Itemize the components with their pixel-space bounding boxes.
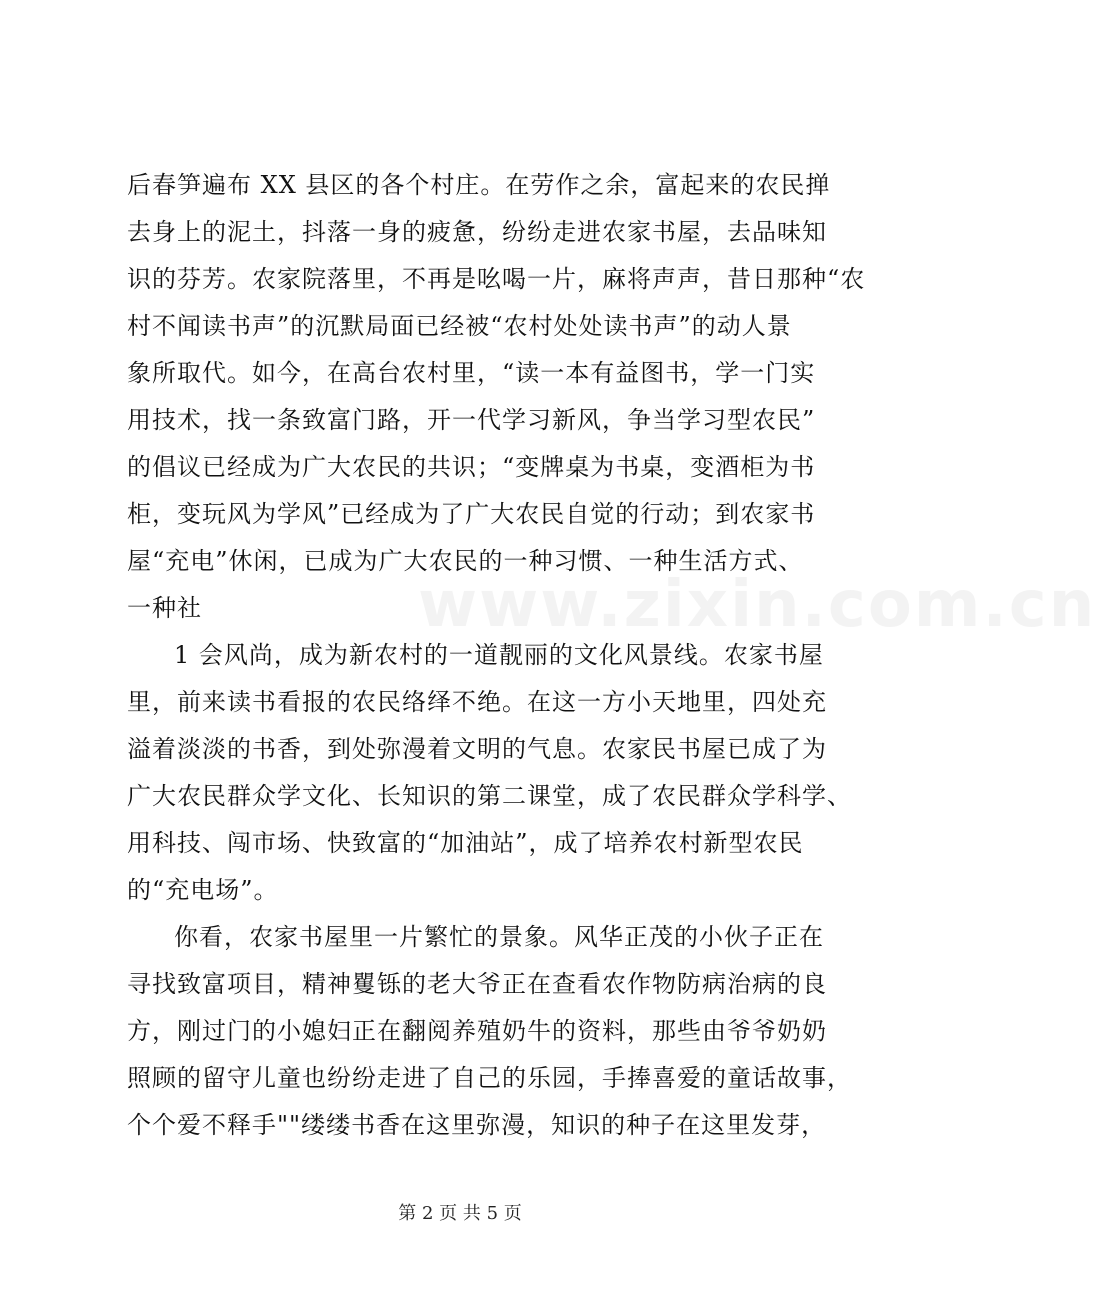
text-line: 象所取代。如今，在高台农村里，“读一本有益图书，学一门实 — [127, 359, 816, 387]
page-footer: 第 2 页 共 5 页 — [398, 1203, 522, 1224]
text-line: 的“充电场”。 — [127, 876, 279, 904]
text-line: 后春笋遍布 XX 县区的各个村庄。在劳作之余，富起来的农民掸 — [127, 171, 831, 199]
text-line: 溢着淡淡的书香，到处弥漫着文明的气息。农家民书屋已成了为 — [127, 735, 827, 763]
text-line: 照顾的留守儿童也纷纷走进了自己的乐园，手捧喜爱的童话故事， — [127, 1064, 852, 1092]
text-line: 去身上的泥土，抖落一身的疲惫，纷纷走进农家书屋，去品味知 — [127, 218, 827, 246]
text-line: 方，刚过门的小媳妇正在翻阅养殖奶牛的资料，那些由爷爷奶奶 — [127, 1017, 827, 1045]
text-line: 用技术，找一条致富门路，开一代学习新风，争当学习型农民” — [127, 406, 816, 434]
text-line: 的倡议已经成为广大农民的共识；“变牌桌为书桌，变酒柜为书 — [127, 453, 816, 481]
paragraph-start-line: 1 会风尚，成为新农村的一道靓丽的文化风景线。农家书屋 — [174, 641, 824, 669]
text-line: 识的芬芳。农家院落里，不再是吆喝一片，麻将声声，昔日那种“农 — [127, 265, 866, 293]
text-line: 一种社 — [127, 594, 202, 622]
paragraph-start-line: 你看，农家书屋里一片繁忙的景象。风华正茂的小伙子正在 — [174, 923, 824, 951]
text-line: 个个爱不释手""缕缕书香在这里弥漫，知识的种子在这里发芽， — [127, 1111, 827, 1139]
text-line: 柜，变玩风为学风”已经成为了广大农民自觉的行动；到农家书 — [127, 500, 816, 528]
text-line: 村不闻读书声”的沉默局面已经被“农村处处读书声”的动人景 — [127, 312, 792, 340]
text-line: 寻找致富项目，精神矍铄的老大爷正在查看农作物防病治病的良 — [127, 970, 827, 998]
text-line: 广大农民群众学文化、长知识的第二课堂，成了农民群众学科学、 — [127, 782, 852, 810]
text-line: 里，前来读书看报的农民络绎不绝。在这一方小天地里，四处充 — [127, 688, 827, 716]
watermark: www.zixin.com.cn — [418, 568, 1096, 642]
text-line: 用科技、闯市场、快致富的“加油站”，成了培养农村新型农民 — [127, 829, 804, 857]
text-line: 屋“充电”休闲，已成为广大农民的一种习惯、一种生活方式、 — [127, 547, 804, 575]
